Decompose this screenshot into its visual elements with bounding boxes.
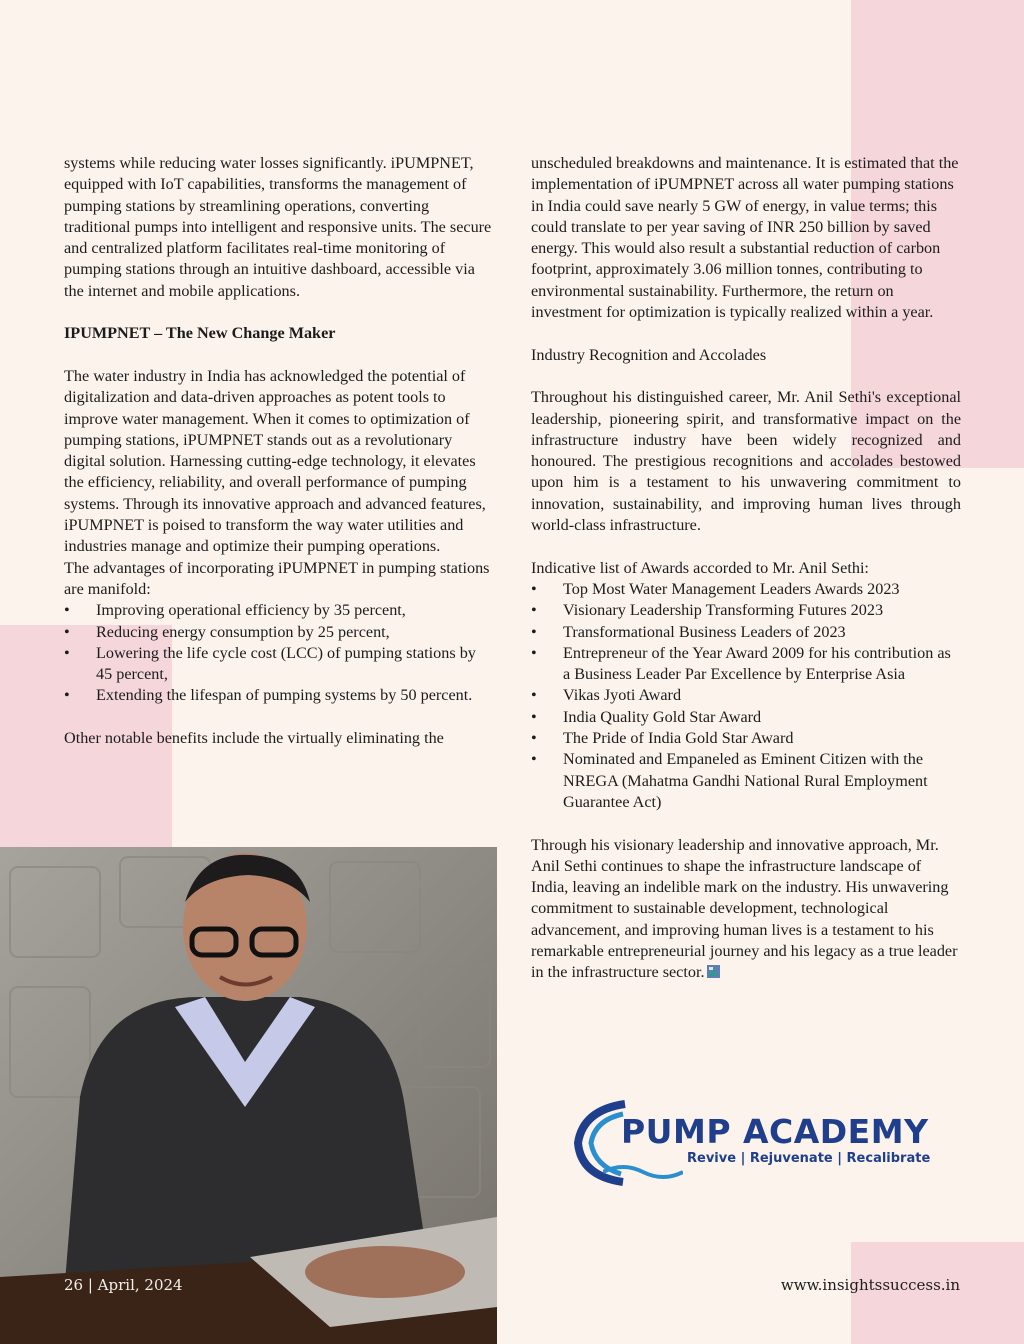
intro-paragraph: systems while reducing water losses significantly. iPUMPNET, equipped with IoT capabilities, transforms the management of pumping stations by streamlining operations, converting traditional pumps into intelligent and responsive units. The secure and centralized platform facilitates real-time monitoring of pumping stations through an intuitive dashboard, accessible via the internet and mobile applications. bbox=[64, 154, 492, 300]
bullet-icon: • bbox=[531, 579, 537, 598]
end-of-article-icon bbox=[707, 965, 720, 978]
list-item-text: Transformational Business Leaders of 2023 bbox=[563, 622, 846, 641]
list-item-text: India Quality Gold Star Award bbox=[563, 707, 762, 726]
list-item-text: Entrepreneur of the Year Award 2009 for his contribution as a Business Leader Par Excellence by Enterprise Asia bbox=[563, 643, 951, 684]
website-link[interactable]: www.insightssuccess.in bbox=[780, 1276, 960, 1294]
list-item bbox=[64, 622, 494, 643]
bullet-icon: • bbox=[531, 643, 537, 662]
list-item-text: The Pride of India Gold Star Award bbox=[563, 729, 794, 748]
bullet-icon: • bbox=[64, 601, 70, 620]
bullet-icon: • bbox=[531, 750, 537, 769]
bullet-icon: • bbox=[531, 601, 537, 620]
portrait-photo bbox=[0, 847, 497, 1344]
list-item bbox=[531, 579, 961, 600]
closing-paragraph: Other notable benefits include the virtually eliminating the bbox=[64, 729, 444, 748]
list-item bbox=[531, 643, 961, 686]
logo-tagline: Revive | Rejuvenate | Recalibrate bbox=[687, 1151, 931, 1166]
list-item bbox=[64, 600, 494, 621]
bullet-icon: • bbox=[64, 622, 70, 641]
bullet-icon: • bbox=[531, 707, 537, 726]
bullet-icon: • bbox=[531, 729, 537, 748]
list-item bbox=[531, 749, 961, 813]
page-number: 26 | April, 2024 bbox=[64, 1276, 183, 1294]
list-item bbox=[64, 685, 494, 706]
left-column bbox=[64, 153, 494, 749]
awards-list bbox=[531, 579, 961, 813]
list-item bbox=[531, 728, 961, 749]
wave-underline-icon bbox=[603, 1162, 683, 1182]
list-item bbox=[64, 643, 494, 686]
list-item-text: Visionary Leadership Transforming Futures 2023 bbox=[563, 601, 884, 620]
conclusion-paragraph bbox=[531, 835, 961, 984]
list-item-text: Extending the lifespan of pumping systems by 50 percent. bbox=[96, 686, 473, 705]
bullet-icon: • bbox=[64, 643, 70, 662]
list-item bbox=[531, 707, 961, 728]
list-item-text: Reducing energy consumption by 25 percent, bbox=[96, 622, 390, 641]
right-column bbox=[531, 153, 961, 984]
advantages-intro: The advantages of incorporating iPUMPNET in pumping stations are manifold: bbox=[64, 558, 490, 598]
awards-intro: Indicative list of Awards accorded to Mr. Anil Sethi: bbox=[531, 558, 869, 577]
list-item-text: Nominated and Empaneled as Eminent Citizen with the NREGA (Mahatma Gandhi National Rural Employment Guarantee Act) bbox=[563, 750, 928, 811]
continued-paragraph: unscheduled breakdowns and maintenance. It is estimated that the implementation of iPUMPNET across all water pumping stations in India could save nearly 5 GW of energy, in value terms; this could translate to per year saving of INR 250 billion by saved energy. This would also result a substantial reduction of carbon footprint, approximately 3.06 million tonnes, contributing to environmental sustainability. Furthermore, the return on investment for optimization is typically realized within a year. bbox=[531, 154, 959, 322]
list-item-text: Vikas Jyoti Award bbox=[563, 686, 682, 705]
bullet-icon: • bbox=[531, 686, 537, 705]
list-item bbox=[531, 685, 961, 706]
section-heading: IPUMPNET – The New Change Maker bbox=[64, 324, 336, 343]
logo-title: PUMP ACADEMY bbox=[621, 1112, 929, 1151]
advantages-list bbox=[64, 600, 494, 706]
career-paragraph: Throughout his distinguished career, Mr. Anil Sethi's exceptional leadership, pioneering spirit, and transformative impact on the infrastructure industry have been widely recognized and honoured. The prestigious recognitions and accolades bestowed upon him is a testament to his unwavering commitment to innovation, sustainability, and improving human lives through world-class infrastructure. bbox=[531, 388, 961, 535]
pump-academy-logo bbox=[573, 1098, 933, 1188]
bullet-icon: • bbox=[64, 686, 70, 705]
list-item bbox=[531, 600, 961, 621]
body-paragraph: The water industry in India has acknowledged the potential of digitalization and data-driven approaches as potent tools to improve water management. When it comes to optimization of pumping stations, iPUMPNET stands out as a revolutionary digital solution. Harnessing cutting-edge technology, it elevates the efficiency, reliability, and overall performance of pumping systems. Through its innovative approach and advanced features, iPUMPNET is poised to transform the way water utilities and industries manage and optimize their pumping operations. bbox=[64, 366, 486, 556]
list-item-text: Improving operational efficiency by 35 percent, bbox=[96, 601, 406, 620]
list-item-text: Lowering the life cycle cost (LCC) of pumping stations by 45 percent, bbox=[96, 643, 476, 684]
portrait-illustration bbox=[0, 847, 497, 1344]
bullet-icon: • bbox=[531, 622, 537, 641]
subheading: Industry Recognition and Accolades bbox=[531, 345, 767, 364]
list-item-text: Top Most Water Management Leaders Awards 2023 bbox=[563, 579, 900, 598]
list-item bbox=[531, 622, 961, 643]
conclusion-text: Through his visionary leadership and innovative approach, Mr. Anil Sethi continues to shape the infrastructure landscape of India, leaving an indelible mark on the industry. His unwavering commitment to sustainable development, technological advancement, and improving human lives is a testament to his remarkable entrepreneurial journey and his legacy as a true leader in the infrastructure sector. bbox=[531, 835, 958, 982]
